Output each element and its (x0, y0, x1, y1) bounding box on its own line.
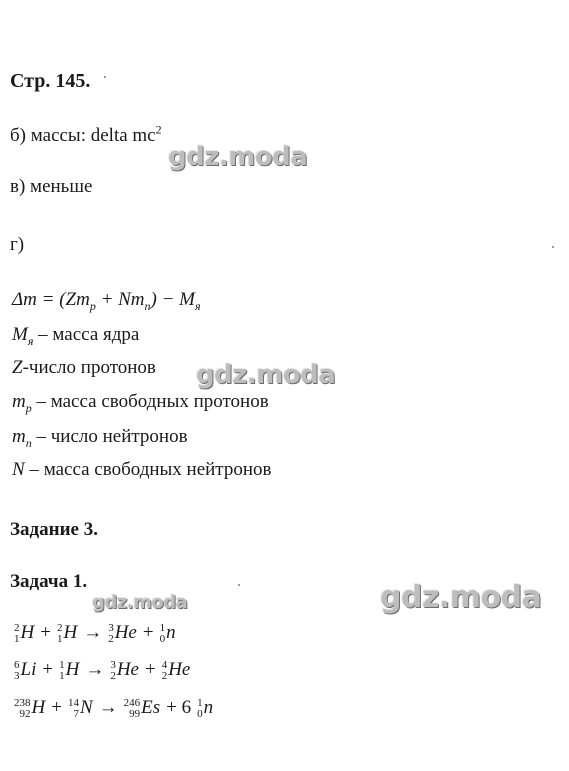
definition-subscript: p (25, 400, 32, 415)
answer-v: в) меньше (10, 176, 93, 197)
reaction-arrow: → (85, 659, 105, 680)
mass-number: 3 (110, 658, 116, 671)
nuclide-numbers (14, 698, 31, 720)
reaction-operator: + (51, 697, 62, 718)
nuclide (14, 697, 45, 718)
nuclide-numbers (197, 698, 203, 720)
nuclide (160, 622, 176, 643)
answer-b-sup: 2 (155, 122, 162, 137)
definition-text: – масса свободных нейтронов (24, 459, 272, 480)
atomic-number: 92 (19, 707, 31, 720)
nuclide (108, 622, 137, 643)
element-symbol: H (20, 622, 35, 643)
definition-symbol: m (12, 391, 26, 412)
nuclide (57, 622, 77, 643)
definition-subscript: я (27, 333, 34, 348)
reaction-arrow: → (98, 697, 118, 718)
mass-number: 1 (59, 658, 65, 671)
atomic-number: 2 (161, 669, 168, 682)
definition-row (12, 426, 188, 448)
definition-row (12, 357, 156, 379)
mass-defect-formula (12, 289, 201, 311)
reaction-operator: + (142, 622, 154, 643)
atomic-number: 7 (73, 707, 79, 720)
nuclide-numbers (162, 660, 168, 682)
problem-heading: Задача 1. (10, 571, 88, 592)
element-symbol: H (63, 622, 78, 643)
reaction-arrow: → (83, 622, 103, 643)
atomic-number: 0 (159, 632, 166, 645)
mass-number: 14 (67, 696, 79, 709)
definition-row (12, 459, 271, 481)
element-symbol: H (31, 697, 46, 718)
watermark-logo: gdz.moda (168, 142, 308, 172)
nuclide-numbers (124, 698, 141, 720)
definition-text: – масса ядра (33, 324, 140, 345)
nuclide-numbers (59, 660, 65, 682)
formula-part-m: ) − M (150, 289, 196, 310)
nuclide-numbers (110, 660, 116, 682)
reaction-operator: + (40, 622, 51, 643)
nuclide-numbers (68, 698, 79, 720)
nuclide (124, 697, 161, 718)
speck (104, 76, 106, 78)
definition-row (12, 324, 139, 346)
speck (552, 246, 554, 248)
mass-number: 2 (56, 621, 63, 634)
speck (238, 584, 240, 586)
mass-number: 1 (159, 621, 166, 634)
formula-part-nm: + Nm (95, 289, 145, 310)
atomic-number: 3 (14, 669, 20, 682)
element-symbol: He (116, 659, 139, 680)
answer-b-text: б) массы: delta mc (10, 125, 156, 146)
formula-sub-ya: я (195, 298, 201, 313)
definition-row (12, 391, 269, 413)
nuclide (110, 659, 139, 680)
formula-sub-n: n (144, 298, 151, 313)
mass-number: 246 (123, 696, 141, 709)
reaction-3 (14, 697, 213, 720)
formula-sub-p: p (89, 298, 96, 313)
atomic-number: 2 (110, 669, 116, 682)
atomic-number: 0 (197, 707, 203, 720)
element-symbol: Es (141, 697, 161, 718)
atomic-number: 1 (59, 669, 65, 682)
element-symbol: H (65, 659, 80, 680)
answer-b (10, 122, 162, 147)
nuclide (68, 697, 93, 718)
mass-number: 238 (14, 696, 31, 709)
atomic-number: 1 (14, 632, 20, 645)
atomic-number: 2 (108, 632, 114, 645)
mass-number: 2 (14, 621, 20, 634)
atomic-number: 1 (56, 632, 63, 645)
nuclide-numbers (14, 660, 20, 682)
watermark-logo: gdz.moda (380, 580, 542, 615)
nuclide-numbers (160, 623, 166, 645)
watermark-logo: gdz.moda (196, 360, 336, 390)
definition-text: – масса свободных протонов (31, 391, 269, 412)
definition-subscript: n (25, 435, 32, 450)
formula-part-dm: Δm = (Zm (12, 289, 90, 310)
definition-symbol: m (12, 426, 26, 447)
definition-symbol: N (12, 459, 25, 480)
atomic-number: 99 (129, 707, 141, 720)
nuclide-numbers (108, 623, 114, 645)
nuclide (59, 659, 79, 680)
definition-symbol: Z (12, 357, 23, 378)
mass-number: 3 (108, 621, 114, 634)
task-heading: Задание 3. (10, 519, 98, 540)
nuclide-numbers (57, 623, 63, 645)
reaction-2 (14, 659, 190, 682)
definition-symbol: M (12, 324, 28, 345)
definition-text: -число протонов (22, 357, 156, 378)
watermark-logo: gdz.moda (92, 592, 188, 613)
nuclide (14, 659, 36, 680)
answer-g: г) (10, 234, 25, 255)
reaction-operator: + (144, 659, 156, 680)
nuclide (162, 659, 191, 680)
reaction-operator: + (42, 659, 54, 680)
nuclide (197, 697, 213, 718)
nuclide (14, 622, 34, 643)
nuclide-numbers (14, 623, 20, 645)
element-symbol: N (79, 697, 93, 718)
reaction-1 (14, 622, 176, 645)
element-symbol: Li (20, 659, 37, 680)
definition-text: – число нейтронов (31, 426, 188, 447)
mass-number: 4 (161, 658, 168, 671)
element-symbol: He (168, 659, 191, 680)
mass-number: 6 (14, 658, 20, 671)
element-symbol: He (114, 622, 137, 643)
reaction-operator: + 6 (166, 697, 192, 718)
element-symbol: n (166, 622, 176, 643)
element-symbol: n (203, 697, 214, 718)
mass-number: 1 (197, 696, 203, 709)
page-header: Стр. 145. (10, 70, 91, 92)
